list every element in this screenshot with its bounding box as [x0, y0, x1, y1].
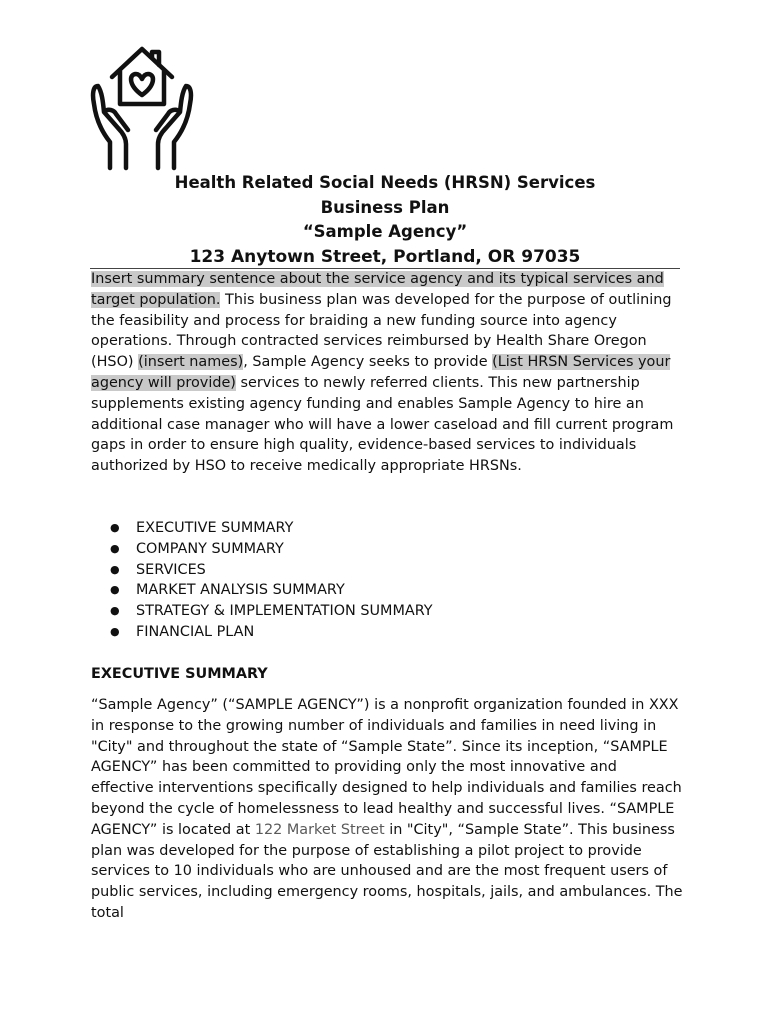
list-item: ● MARKET ANALYSIS SUMMARY	[110, 580, 433, 601]
house-heart-hands-icon	[86, 44, 198, 172]
executive-summary-heading: EXECUTIVE SUMMARY	[91, 666, 268, 682]
executive-summary-paragraph	[91, 695, 683, 924]
summary-text-2: , Sample Agency seeks to provide	[243, 354, 493, 371]
title-block	[90, 171, 680, 270]
highlight-insert-names: (insert names)	[138, 354, 244, 371]
document-title: Health Related Social Needs (HRSN) Services	[174, 173, 596, 192]
highlight-summary-placeholder: Insert summary sentence about the service agency and its typical services and target population.	[91, 271, 664, 308]
list-item: ● SERVICES	[110, 560, 433, 581]
summary-text-3: services to newly referred clients. This new partnership supplements existing agency funding and enables Sample Agency to hire an additional case manager who will have a lower caseload and fill current program gaps in order to ensure high quality, evidence-based services to individuals authorized by HSO to receive medically appropriate HRSNs.	[91, 374, 674, 475]
list-item: ● EXECUTIVE SUMMARY	[110, 518, 433, 539]
list-item: ● FINANCIAL PLAN	[110, 622, 433, 643]
logo	[86, 44, 198, 172]
list-item: ● COMPANY SUMMARY	[110, 539, 433, 560]
section-list	[110, 518, 433, 643]
list-item: ● STRATEGY & IMPLEMENTATION SUMMARY	[110, 601, 433, 622]
summary-text-1: This business plan was developed for the purpose of outlining the feasibility and process for braiding a new funding source into agency operations. Through contracted services reimbursed by Health Share Oregon (HSO)	[91, 291, 672, 371]
document-subtitle: Business Plan	[320, 197, 450, 217]
agency-address: 123 Anytown Street, Portland, OR 97035	[189, 246, 581, 267]
agency-name: “Sample Agency”	[302, 222, 468, 241]
executive-text-2: in "City", “Sample State”. This business plan was developed for the purpose of establishing a pilot project to provide services to 10 individuals who are unhoused and are the most frequent users of public services, including emergency rooms, hospitals, jails, and ambulances. The total	[91, 821, 683, 921]
market-street-address: 122 Market Street	[254, 821, 385, 838]
highlight-list-services: (List HRSN Services your agency will provide)	[91, 354, 671, 391]
executive-text-1: “Sample Agency” (“SAMPLE AGENCY”) is a nonprofit organization founded in XXX in response to the growing number of individuals and families in need living in "City" and throughout the state of “Sample State”. Since its inception, “SAMPLE AGENCY” has been committed to providing only the most innovative and effective interventions specifically designed to help individuals and families reach beyond the cycle of homelessness to lead healthy and successful lives. “SAMPLE AGENCY” is located at	[91, 697, 682, 838]
summary-paragraph	[91, 269, 683, 477]
